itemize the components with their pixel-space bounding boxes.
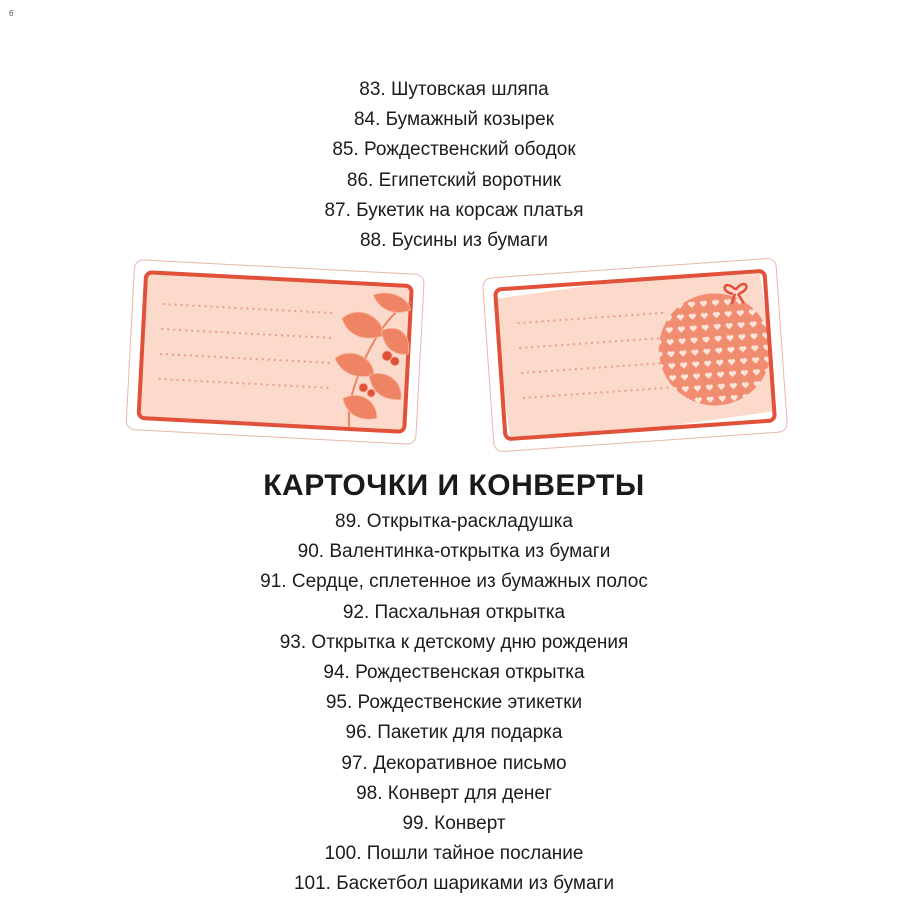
list-item: 87. Букетик на корсаж платья bbox=[324, 199, 584, 221]
list-item: 86. Египетский воротник bbox=[346, 169, 562, 191]
top-contents-list bbox=[0, 75, 908, 256]
list-item: 89. Открытка-раскладушка bbox=[335, 511, 573, 532]
section-title: КАРТОЧКИ И КОНВЕРТЫ bbox=[263, 469, 645, 502]
list-item: 96. Пакетик для подарка bbox=[345, 722, 563, 744]
list-item: 100. Пошли тайное послание bbox=[324, 843, 584, 865]
gift-labels-illustration bbox=[125, 255, 790, 455]
list-item: 88. Бусины из бумаги bbox=[359, 229, 549, 251]
gift-label-right bbox=[482, 258, 787, 452]
gift-label-left bbox=[126, 260, 424, 445]
list-item: 101. Баскетбол шариками из бумаги bbox=[293, 873, 615, 895]
list-item: 98. Конверт для денег bbox=[356, 782, 552, 804]
list-item: 85. Рождественский ободок bbox=[332, 139, 576, 161]
list-item: 92. Пасхальная открытка bbox=[342, 601, 566, 623]
list-item: 83. Шутовская шляпа bbox=[359, 79, 549, 100]
list-item: 94. Рождественская открытка bbox=[323, 661, 585, 683]
list-item: 95. Рождественские этикетки bbox=[325, 692, 583, 714]
section-contents-list bbox=[0, 507, 908, 899]
page-number: 6 bbox=[9, 9, 14, 18]
list-item: 93. Открытка к детскому дню рождения bbox=[279, 631, 629, 653]
list-item: 90. Валентинка-открытка из бумаги bbox=[297, 541, 611, 563]
list-item: 84. Бумажный козырек bbox=[353, 109, 555, 131]
list-item: 97. Декоративное письмо bbox=[341, 752, 567, 774]
list-item: 91. Сердце, сплетенное из бумажных полос bbox=[260, 571, 648, 593]
list-item: 99. Конверт bbox=[402, 812, 506, 834]
